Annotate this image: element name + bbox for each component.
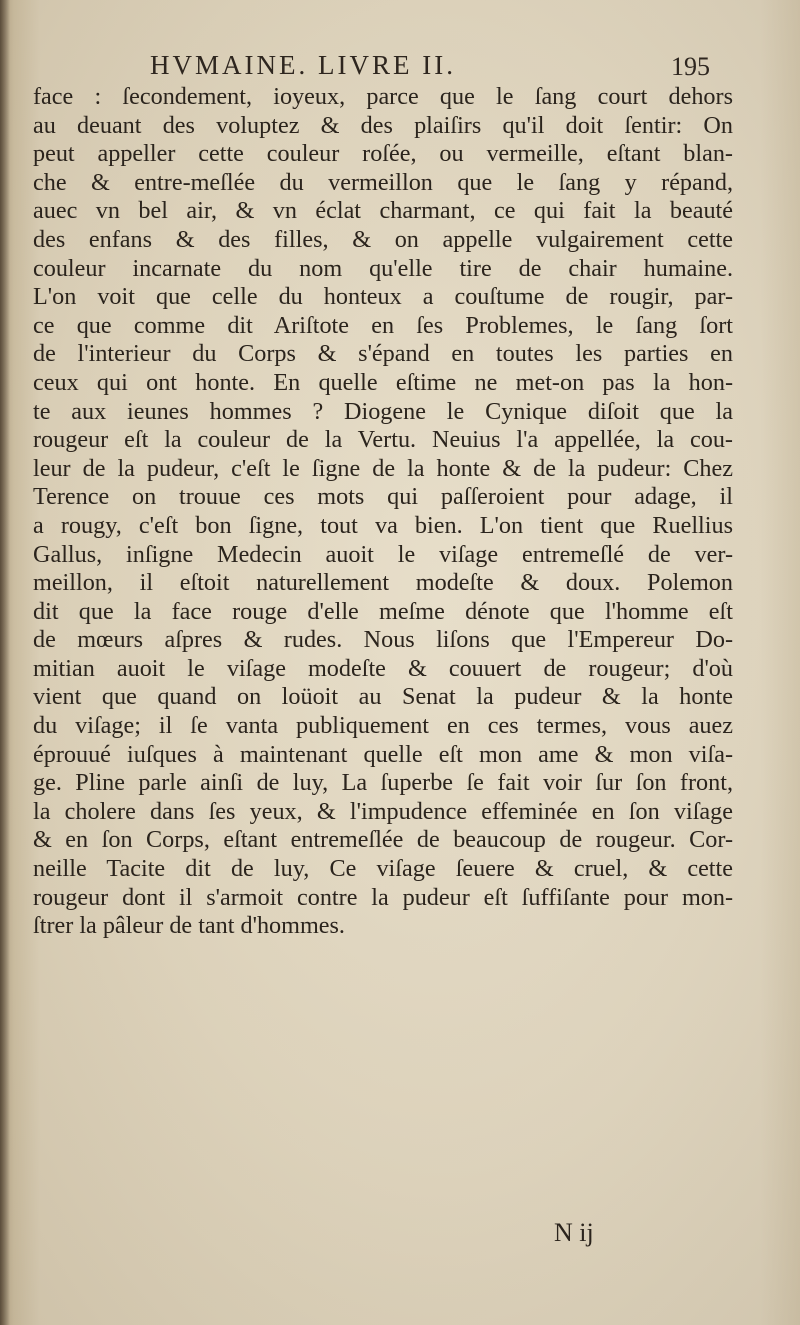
page-number: 195 <box>671 52 710 81</box>
signature-mark: N ij <box>554 1218 594 1247</box>
gutter-shadow <box>0 0 10 1325</box>
text-line: éprouué iuſques à maintenant quelle eſt mon ame & mon viſa- <box>33 740 733 768</box>
text-line: des enfans & des filles, & on appelle vulgairement cette <box>33 225 733 253</box>
text-line: rougeur eſt la couleur de la Vertu. Neuius l'a appellée, la cou- <box>33 426 733 454</box>
text-line: au deuant des voluptez & des plaiſirs qu'il doit ſentir: On <box>33 111 733 139</box>
text-line: te aux ieunes hommes ? Diogene le Cynique diſoit que la <box>33 397 733 425</box>
text-line: face : ſecondement, ioyeux, parce que le ſang court dehors <box>33 83 733 110</box>
text-line: vient que quand on loüoit au Senat la pudeur & la honte <box>33 683 733 711</box>
text-line: du viſage; il ſe vanta publiquement en ces termes, vous auez <box>33 712 733 740</box>
body-text <box>33 83 733 941</box>
text-line: L'on voit que celle du honteux a couſtume de rougir, par- <box>33 283 733 311</box>
text-line: mitian auoit le viſage modeſte & couuert de rougeur; d'où <box>33 654 733 682</box>
text-line: couleur incarnate du nom qu'elle tire de chair humaine. <box>33 254 733 282</box>
text-line: neille Tacite dit de luy, Ce viſage ſeuere & cruel, & cette <box>33 855 733 883</box>
text-line: Gallus, inſigne Medecin auoit le viſage entremeſlé de ver- <box>33 540 733 568</box>
text-line: a rougy, c'eſt bon ſigne, tout va bien. L'on tient que Ruellius <box>33 511 733 539</box>
text-line: ceux qui ont honte. En quelle eſtime ne met-on pas la hon- <box>33 368 733 396</box>
text-line: che & entre-meſlée du vermeillon que le ſang y répand, <box>33 168 733 196</box>
text-line: rougeur dont il s'armoit contre la pudeur eſt ſuffiſante pour mon- <box>33 883 733 911</box>
text-line: de l'interieur du Corps & s'épand en toutes les parties en <box>33 340 733 368</box>
text-line: ge. Pline parle ainſi de luy, La ſuperbe ſe fait voir ſur ſon front, <box>33 769 733 797</box>
text-line: ſtrer la pâleur de tant d'hommes. <box>33 912 345 940</box>
text-line: de mœurs aſpres & rudes. Nous liſons que l'Empereur Do- <box>33 626 733 654</box>
text-line: leur de la pudeur, c'eſt le ſigne de la honte & de la pudeur: Chez <box>33 454 733 482</box>
text-line: peut appeller cette couleur roſée, ou vermeille, eſtant blan- <box>33 140 733 168</box>
running-head: HVMAINE. LIVRE II. <box>150 50 456 80</box>
text-line: & en ſon Corps, eſtant entremeſlée de beaucoup de rougeur. Cor- <box>33 826 733 854</box>
text-line: dit que la face rouge d'elle meſme dénote que l'homme eſt <box>33 597 733 625</box>
text-line: ce que comme dit Ariſtote en ſes Problemes, le ſang ſort <box>33 311 733 339</box>
text-line: auec vn bel air, & vn éclat charmant, ce qui fait la beauté <box>33 197 733 225</box>
text-line: meillon, il eſtoit naturellement modeſte & doux. Polemon <box>33 569 733 597</box>
text-line: Terence on trouue ces mots qui paſſeroient pour adage, il <box>33 483 733 511</box>
text-line: la cholere dans ſes yeux, & l'impudence effeminée en ſon viſage <box>33 797 733 825</box>
